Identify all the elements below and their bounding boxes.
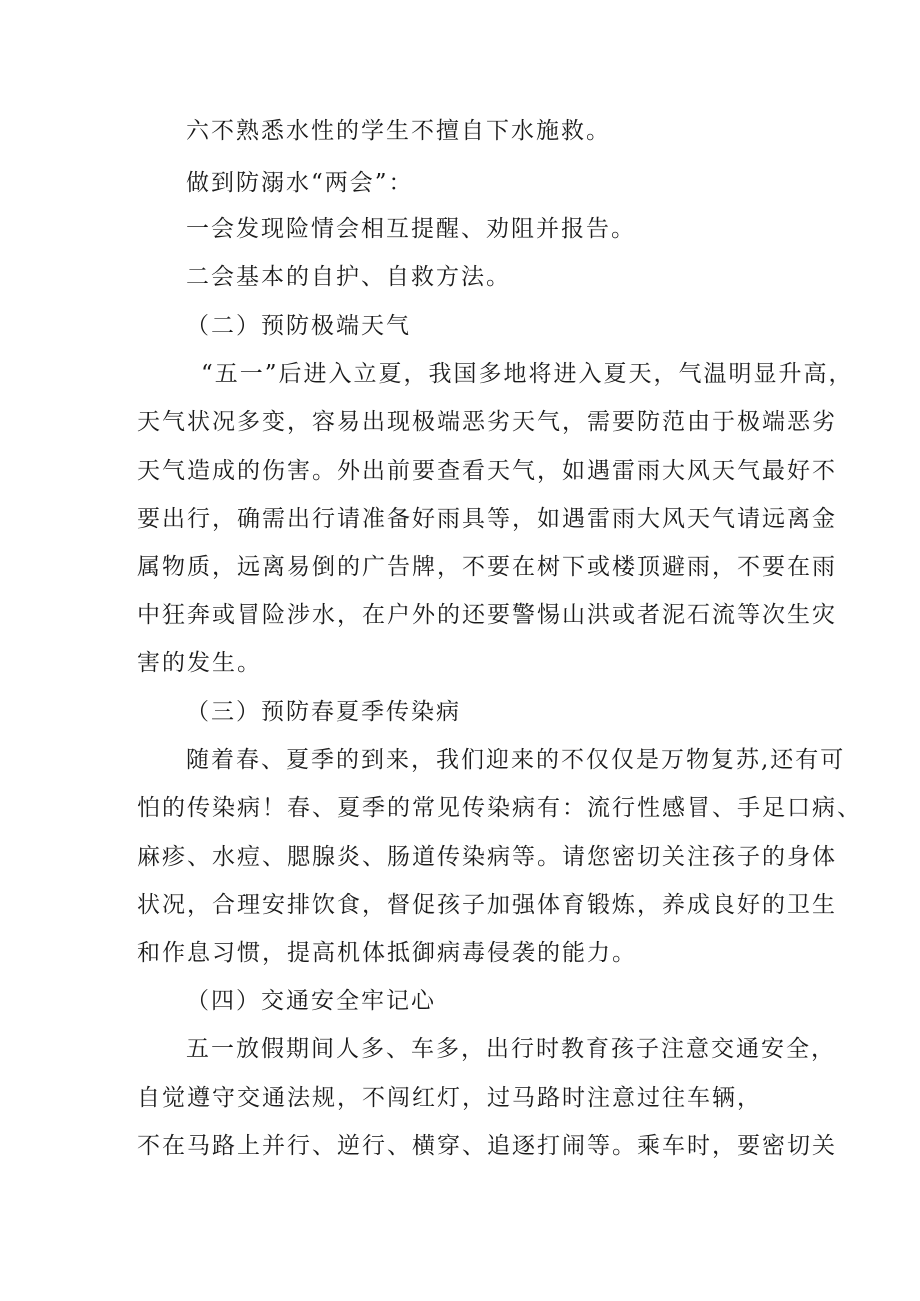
paragraph-line: 天气状况多变，容易出现极端恶劣天气，需要防范由于极端恶劣 [137,409,837,435]
paragraph-line: 要出行，确需出行请准备好雨具等，如遇雷雨大风天气请远离金 [137,506,837,532]
paragraph-line: “五一”后进入立夏，我国多地将进入夏天，气温明显升高， [201,361,854,387]
paragraph-line: 和作息习惯，提高机体抵御病毒侵袭的能力。 [137,940,637,966]
paragraph-line: 害的发生。 [137,650,262,676]
paragraph-line: 怕的传染病！春、夏季的常见传染病有：流行性感冒、手足口病、 [137,795,862,821]
paragraph-line: 属物质，远离易倒的广告牌，不要在树下或楼顶避雨，不要在雨 [137,554,837,580]
section-heading-traffic-safety: （四）交通安全牢记心 [186,988,436,1014]
paragraph-line: 自觉遵守交通法规，不闯红灯，过马路时注意过往车辆， [137,1085,762,1111]
paragraph-line: 五一放假期间人多、车多，出行时教育孩子注意交通安全， [186,1036,836,1062]
paragraph-line: 一会发现险情会相互提醒、劝阻并报告。 [186,216,636,242]
section-heading-infectious-disease: （三）预防春夏季传染病 [186,699,461,725]
paragraph-line: 做到防溺水“两会”： [186,170,414,196]
paragraph-line: 六不熟悉水性的学生不擅自下水施救。 [186,118,611,144]
paragraph-line: 不在马路上并行、逆行、横穿、追逐打闹等。乘车时，要密切关 [137,1133,837,1159]
paragraph-line: 中狂奔或冒险涉水，在户外的还要警惕山洪或者泥石流等次生灾 [137,602,837,628]
section-heading-extreme-weather: （二）预防极端天气 [186,313,411,339]
paragraph-line: 天气造成的伤害。外出前要查看天气，如遇雷雨大风天气最好不 [137,458,837,484]
paragraph-line: 状况，合理安排饮食，督促孩子加强体育锻炼，养成良好的卫生 [137,892,837,918]
paragraph-line: 二会基本的自护、自救方法。 [186,264,511,290]
paragraph-line: 麻疹、水痘、腮腺炎、肠道传染病等。请您密切关注孩子的身体 [137,844,837,870]
paragraph-line: 随着春、夏季的到来，我们迎来的不仅仅是万物复苏,还有可 [186,747,846,773]
